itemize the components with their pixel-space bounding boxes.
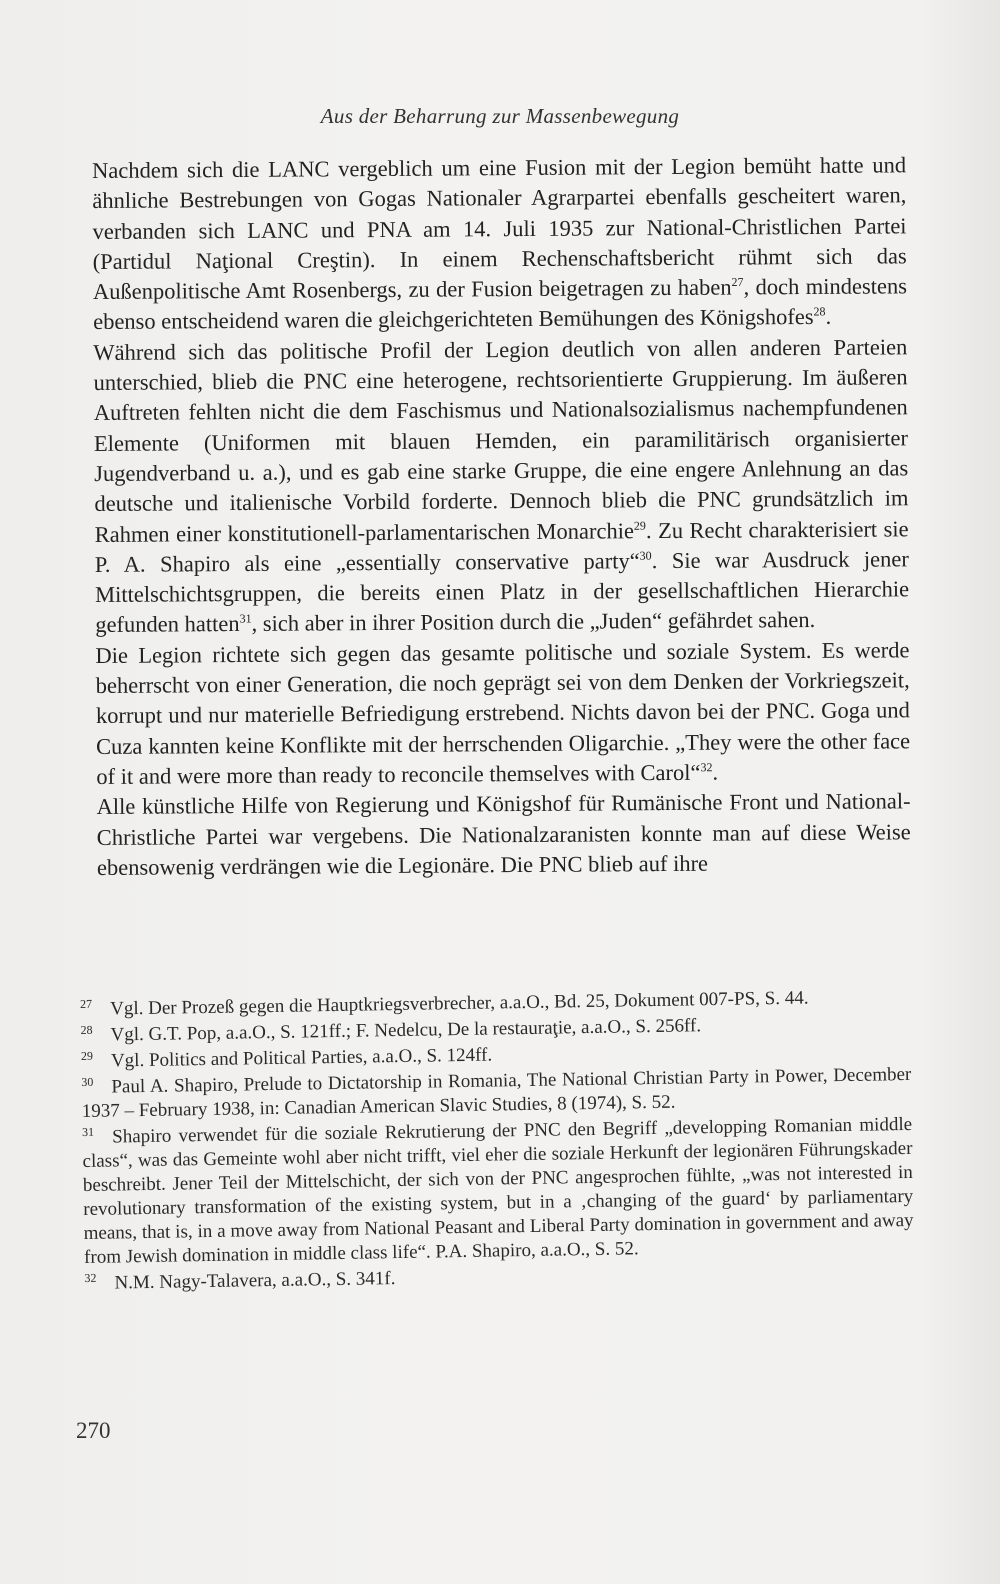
footnote-ref: 32 bbox=[700, 760, 713, 775]
paragraph: Nachdem sich die LANC vergeblich um eine Fusion mit der Legion bemüht hatte und ähnliche Bestrebungen von Gogas Nationaler Agrarpartei ebenfalls gescheitert waren, verbanden sich LANC und PNA am 14. Juli 1935 zur National-Christlichen Partei (Partidul Naţional Creştin). In einem Rechenschaftsbericht rühmt sich das Außenpolitische Amt Rosenbergs, zu der Fusion beigetragen zu haben$^{27}$, doch mindestens ebenso entscheidend waren die gleichgerichteten Bemühungen des Königshofes$^{28}$. bbox=[92, 152, 908, 335]
footnote-text: Vgl. Politics and Political Parties, a.a.O., S. 124ff. bbox=[110, 1044, 493, 1072]
footnote bbox=[82, 1113, 914, 1270]
footnotes bbox=[80, 985, 915, 1298]
paragraph: Alle künstliche Hilfe von Regierung und Königshof für Rumänische Front und National-Christliche Partei war vergebens. Die Nationalzaranisten konnte man auf diese Weise ebensowenig verdrängen wie die Legionäre. Die PNC blieb auf ihre bbox=[96, 788, 911, 880]
page-number: 270 bbox=[76, 1418, 111, 1443]
footnote-ref: 30 bbox=[639, 548, 652, 563]
footnote-text: Vgl. G.T. Pop, a.a.O., S. 121ff.; F. Nedelcu, De la restauraţie, a.a.O., S. 256ff. bbox=[110, 1015, 702, 1046]
footnote-ref: 27 bbox=[731, 275, 744, 290]
footnote-text: Shapiro verwendet für die soziale Rekrutierung der PNC den Begriff „developping Romanian middle class“, was das Gemeinte wohl aber nicht trifft, viel eher die soziale Herkunft der legionären Führungskader beschreibt. Jener Teil der Mittelschicht, der sich von der PNC angesprochen fühlte, „was not interested in revolutionary transformation of the existing system, but in a ‚changing of the guard‘ by parliamentary means, that is, in a move away from National Peasant and Liberal Party domination in government and away from Jewish domination in middle class life“. P.A. Shapiro, a.a.O., S. 52. bbox=[82, 1113, 914, 1268]
footnote-number: 30 bbox=[81, 1074, 94, 1089]
main-text bbox=[92, 150, 911, 883]
footnote-number: 29 bbox=[80, 1048, 94, 1063]
footnote-number: 32 bbox=[84, 1270, 97, 1285]
footnote-number: 27 bbox=[79, 996, 93, 1011]
footnote-text: Paul A. Shapiro, Prelude to Dictatorship in Romania, The National Christian Party in Power, December 1937 – February 1938, in: Canadian American Slavic Studies, 8 (1974), S. 52. bbox=[81, 1063, 912, 1122]
footnote-text: Vgl. Der Prozeß gegen die Hauptkriegsverbrecher, a.a.O., Bd. 25, Dokument 007-PS, S. 44. bbox=[110, 987, 809, 1020]
footnote-ref: 29 bbox=[633, 518, 646, 533]
paragraph: Die Legion richtete sich gegen das gesamte politische und soziale System. Es werde beherrscht von einer Generation, die noch geprägt sei von dem Denken der Vorkriegszeit, korrupt und nur materielle Befriedigung erstrebend. Nichts davon bei der PNC. Goga und Cuza kannten keine Konflikte mit der herrschenden Oligarchie. „They were the other face of it and were more than ready to reconcile themselves with Carol“$^{32}$. bbox=[95, 637, 911, 789]
footnote-number: 31 bbox=[81, 1124, 95, 1139]
footnote-ref: 28 bbox=[813, 304, 826, 319]
footnote-text: N.M. Nagy-Talavera, a.a.O., S. 341f. bbox=[114, 1268, 396, 1294]
running-head: Aus der Beharrung zur Massenbewegung bbox=[320, 104, 680, 128]
footnote-number: 28 bbox=[80, 1022, 93, 1037]
paragraph: Während sich das politische Profil der Legion deutlich von allen anderen Parteien unterschied, blieb die PNC eine heterogene, rechtsorientierte Gruppierung. Im äußeren Auftreten fehlten nicht die dem Faschismus und Nationalsozialismus nachempfundenen Elemente (Uniformen mit blauen Hemden, ein paramilitärisch organisierter Jugendverband u. a.), und es gab eine starke Gruppe, die eine engere Anlehnung an das deutsche und italienische Vorbild forderte. Dennoch blieb die PNC grundsätzlich im Rahmen einer konstitutionell-parlamentarischen Monarchie$^{29}$. Zu Recht charakterisiert sie P. A. Shapiro als eine „essentially conservative party“$^{30}$. Sie war Ausdruck jener Mittelschichtsgruppen, die bereits einen Platz in der gesellschaftlichen Hierarchie gefunden hatten$^{31}$, sich aber in ihrer Position durch die „Juden“ gefährdet sahen. bbox=[93, 334, 910, 638]
footnote-ref: 31 bbox=[239, 611, 252, 626]
